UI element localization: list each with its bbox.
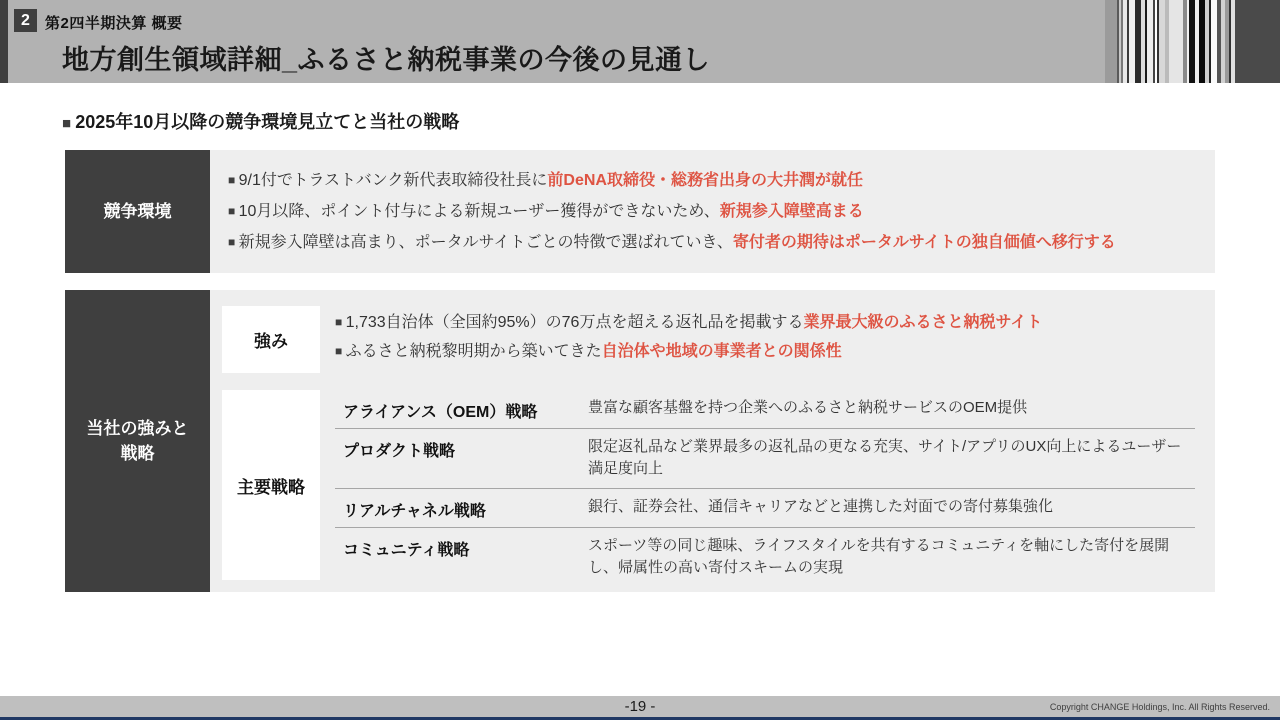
- competition-bullet-2: [228, 196, 1215, 227]
- strategy-description: 銀行、証券会社、通信キャリアなどと連携した対面での寄付募集強化: [588, 498, 1054, 515]
- strengths-strategy-label-text: 当社の強みと戦略: [86, 418, 189, 463]
- strategy-name: アライアンス（OEM）戦略: [343, 404, 538, 421]
- header: [0, 0, 1280, 83]
- strategy-name: リアルチャネル戦略: [343, 503, 486, 520]
- bullet-highlight: 新規参入障壁高まる: [719, 203, 864, 220]
- strategy-description: スポーツ等の同じ趣味、ライフスタイルを共有するコミュニティを軸にした寄付を展開し、帰属性の高い寄付スキームの実現: [588, 537, 1170, 576]
- page-number: -19 -: [624, 698, 656, 715]
- bullet-text: 10月以降、ポイント付与による新規ユーザー獲得ができないため、: [238, 203, 720, 220]
- table-row: [335, 527, 1195, 587]
- strengths-strategy-label: [65, 290, 210, 592]
- strategy-description: 豊富な顧客基盤を持つ企業へのふるさと納税サービスのOEM提供: [588, 399, 1028, 416]
- bullet-highlight: 前DeNA取締役・総務省出身の大井潤が就任: [547, 172, 863, 189]
- copyright: Copyright CHANGE Holdings, Inc. All Rights Reserved.: [1049, 702, 1270, 712]
- strategy-box: 主要戦略: [222, 390, 320, 580]
- bullet-text: 1,733自治体（全国約95%）の76万点を超える返礼品を掲載する: [345, 314, 804, 331]
- table-row: [335, 390, 1195, 428]
- competition-label: 競争環境: [65, 150, 210, 273]
- section-kicker: 第2四半期決算 概要: [45, 15, 183, 32]
- strategy-description: 限定返礼品など業界最多の返礼品の更なる充実、サイト/アプリのUX向上によるユーザー満足度向上: [588, 438, 1182, 477]
- bullet-highlight: 自治体や地域の事業者との関係性: [601, 343, 842, 360]
- section-number-badge: 2: [14, 9, 37, 32]
- table-row: [335, 428, 1195, 488]
- strength-bullet-2: [335, 337, 1042, 366]
- subheading: ■ 2025年10月以降の競争環境見立てと当社の戦略: [62, 108, 459, 134]
- strategy-name: プロダクト戦略: [343, 443, 456, 460]
- bullet-text: ふるさと納税黎明期から築いてきた: [345, 343, 602, 360]
- bullet-highlight: 寄付者の期待はポータルサイトの独自価値へ移行する: [732, 234, 1116, 251]
- strategy-name: コミュニティ戦略: [343, 542, 470, 559]
- bullet-text: 9/1付でトラストバンク新代表取締役社長に: [238, 172, 548, 189]
- competition-bullet-1: [228, 165, 1215, 196]
- header-left-strip: [0, 0, 8, 83]
- strategy-table: [335, 390, 1195, 587]
- strength-bullets: [335, 308, 1042, 366]
- competition-bullet-3: [228, 227, 1215, 258]
- strengths-strategy-panel: [210, 290, 1215, 592]
- strengths-box: 強み: [222, 306, 320, 373]
- barcode-decoration: [1105, 0, 1280, 83]
- strength-bullet-1: [335, 308, 1042, 337]
- bullet-text: 新規参入障壁は高まり、ポータルサイトごとの特徴で選ばれていき、: [238, 234, 733, 251]
- table-row: [335, 488, 1195, 527]
- competition-panel: [210, 150, 1215, 273]
- page-title: 地方創生領域詳細_ふるさと納税事業の今後の見通し: [62, 45, 711, 75]
- bullet-highlight: 業界最大級のふるさと納税サイト: [803, 314, 1043, 331]
